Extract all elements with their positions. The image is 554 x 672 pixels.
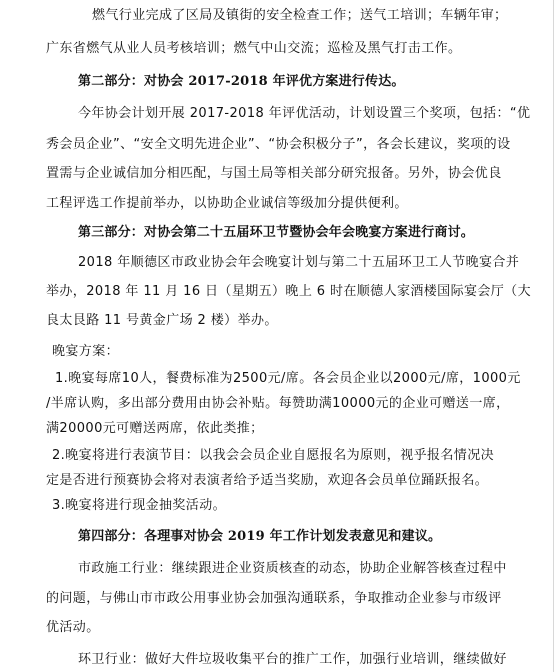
text-line: 2.晚宴将进行表演节目：以我会会员企业自愿报名为原则，视乎报名情况决 [52,448,495,463]
text-line: 良太艮路 11 号黄金广场 2 楼）举办。 [46,313,278,328]
text-line: /半席认购，多出部分费用由协会补贴。每赞助满10000元的企业可赠送一席， [46,396,510,411]
text-line: 今年协会计划开展 2017-2018 年评优活动，计划设置三个奖项，包括：“优 [78,106,531,121]
text-line: 定是否进行预赛协会将对表演者给予适当奖励，欢迎各会员单位踊跃报名。 [46,473,489,488]
text-line: 举办，2018 年 11 月 16 日（星期五）晚上 6 时在顺德人家酒楼国际宴会厅（大 [46,284,531,299]
text-line: 满20000元可赠送两席，依此类推； [46,421,264,436]
text-line: 晚宴方案： [52,344,120,359]
text-line: 环卫行业：做好大件垃圾收集平台的推广工作，加强行业培训，继续做好 [78,652,507,667]
text-line: 工程评选工作提前举办，以协助企业诚信等级加分提供便利。 [46,196,408,211]
text-line: 3.晚宴将进行现金抽奖活动。 [52,498,227,513]
section-heading: 第二部分：对协会 2017-2018 年评优方案进行传达。 [78,74,405,89]
text-line: 的问题，与佛山市市政公用事业协会加强沟通联系，争取推动企业参与市级评 [46,591,502,606]
section-heading: 第四部分：各理事对协会 2019 年工作计划发表意见和建议。 [78,529,442,544]
text-line: 市政施工行业：继续跟进企业资质核查的动态，协助企业解答核查过程中 [78,561,507,576]
text-line: 2018 年顺德区市政业协会年会晚宴计划与第二十五届环卫工人节晚宴合并 [78,255,520,270]
text-line: 燃气行业完成了区局及镇街的安全检查工作；送气工培训；车辆年审； [92,8,508,23]
text-line: 1.晚宴每席10人，餐费标准为2500元/席。各会员企业以2000元/席，1000元 [55,371,521,386]
section-heading: 第三部分：对协会第二十五届环卫节暨协会年会晚宴方案进行商讨。 [78,225,475,240]
text-line: 广东省燃气从业人员考核培训；燃气中山交流；巡检及黑气打击工作。 [46,41,462,56]
text-line: 置需与企业诚信加分相匹配，与国土局等相关部分研究报备。另外，协会优良 [46,166,502,181]
text-line: 优活动。 [46,620,100,635]
text-line: 秀会员企业”、“安全文明先进企业”、“协会积极分子”，各会长建议，奖项的设 [46,137,511,152]
